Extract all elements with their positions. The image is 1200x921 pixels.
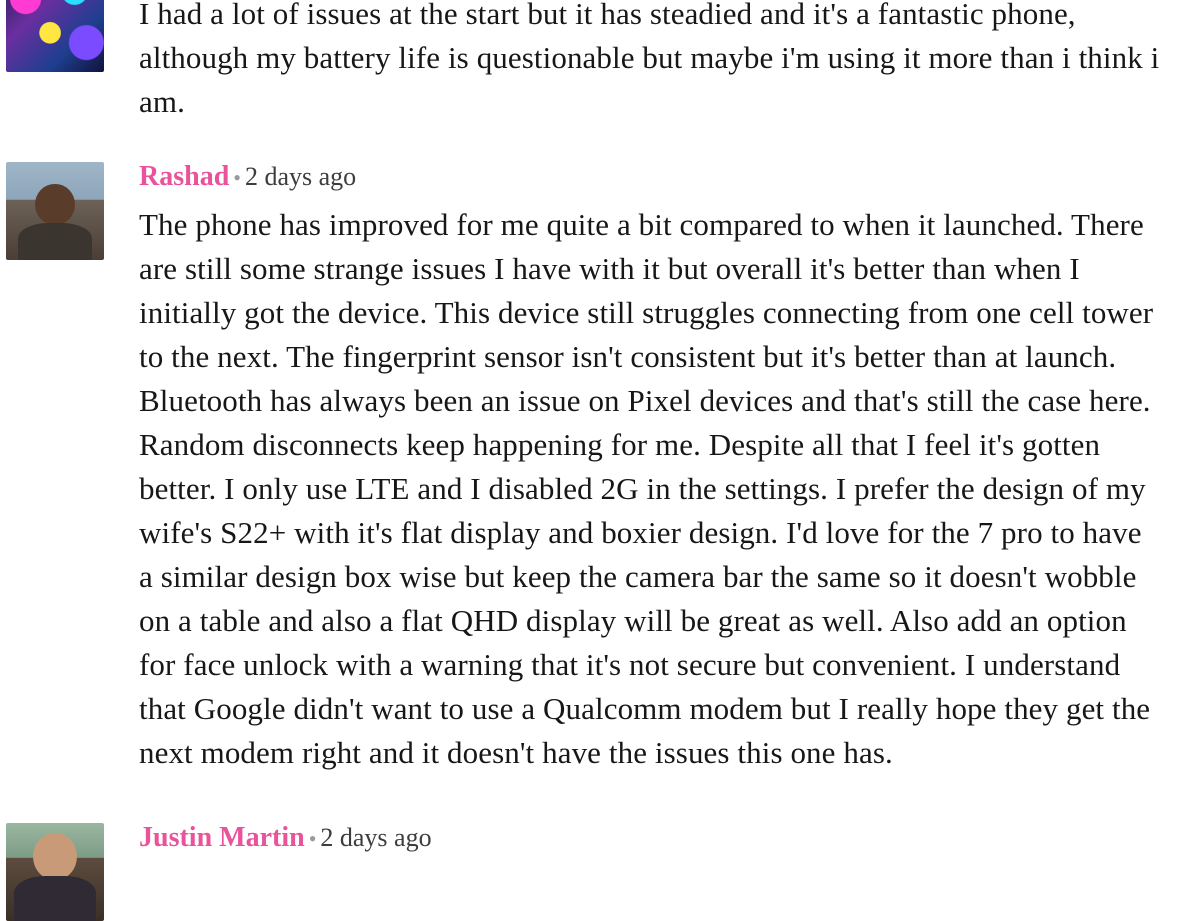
meta-separator: • — [308, 826, 317, 852]
comment-body — [104, 823, 1160, 864]
comment-author[interactable]: Rashad — [139, 161, 230, 193]
comment-text: The phone has improved for me quite a bit compared to when it launched. There are still some strange issues I have with it but overall it's better than when I initially got the device. This device still struggles connecting from one cell tower to the next. The fingerprint sensor isn't consistent but it's better than at launch. Bluetooth has always been an issue on Pixel devices and that's still the case here. Random disconnects keep happening for me. Despite all that I feel it's gotten better. I only use LTE and I disabled 2G in the settings. I prefer the design of my wife's S22+ with it's flat display and boxier design. I'd love for the 7 pro to have a similar design box wise but keep the camera bar the same so it doesn't wobble on a table and also a flat QHD display will be great as well. Also add an option for face unlock with a warning that it's not secure but convenient. I understand that Google didn't want to use a Qualcomm modem but I really hope they get the next modem right and it doesn't have the issues this one has. — [139, 206, 1154, 771]
comment-item — [0, 0, 1160, 124]
comment-body — [104, 162, 1160, 775]
comment-text: I had a lot of issues at the start but it has steadied and it's a fantastic phone, although my battery life is questionable but maybe i'm using it more than i think i am. — [139, 0, 1160, 120]
avatar[interactable] — [6, 162, 104, 260]
avatar[interactable] — [6, 0, 104, 72]
comment-timestamp: 2 days ago — [320, 823, 432, 853]
avatar[interactable] — [6, 823, 104, 921]
comment-body — [104, 0, 1160, 124]
comment-author[interactable]: Justin Martin — [139, 822, 305, 854]
comment-meta — [139, 823, 1160, 854]
comment-item — [0, 823, 1160, 921]
comment-item — [0, 162, 1160, 775]
comment-timestamp: 2 days ago — [244, 162, 357, 192]
comment-meta — [139, 162, 1160, 193]
meta-separator: • — [233, 165, 241, 191]
